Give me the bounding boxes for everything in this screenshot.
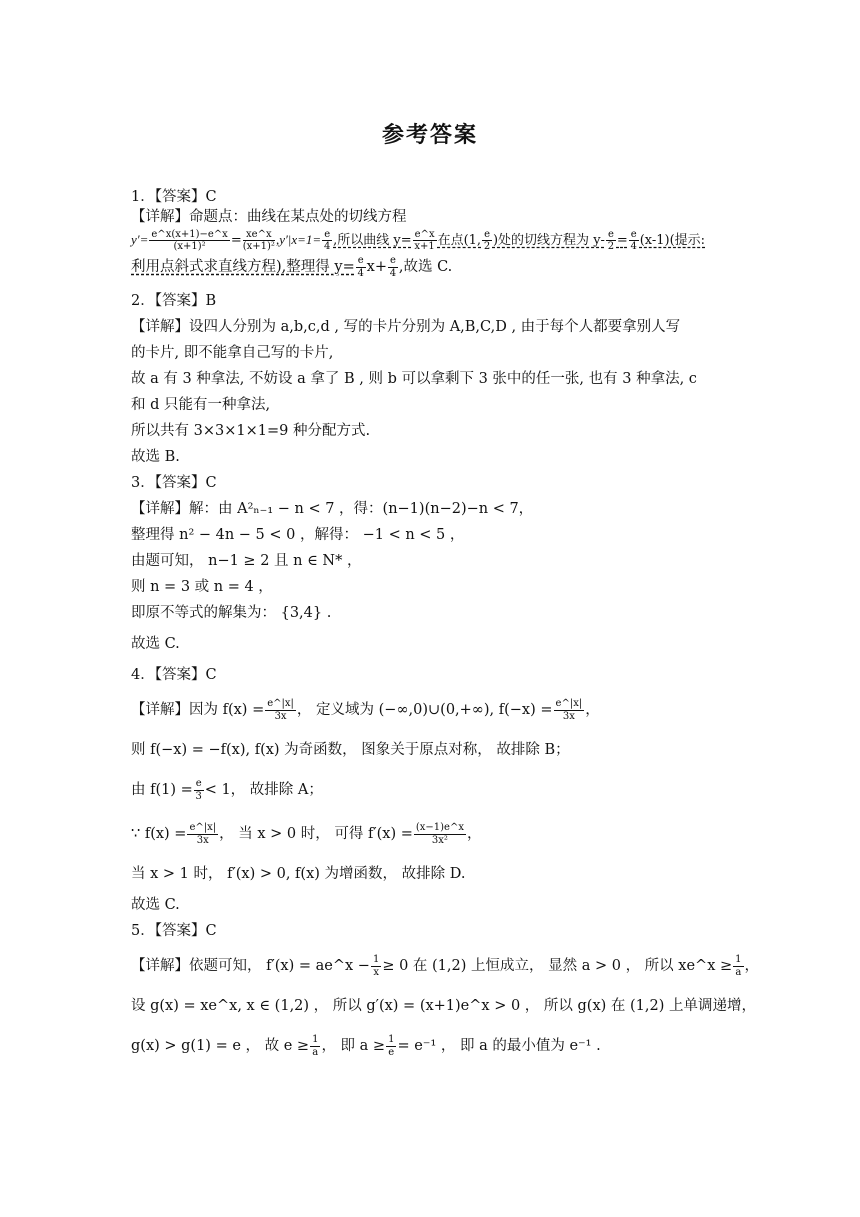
answer-2-line-5: 所以共有 3×3×1×1=9 种分配方式. <box>131 423 371 439</box>
answer-3-line-3: 由题可知， n−1 ≥ 2 且 n ∈ N* ， <box>131 553 362 569</box>
answer-1-line-2: y′= $\frac{e\^{}x(x+1)-e\^{}x}{\text{(x+1)²}}$ = $\frac{xe\^{}x}{\text{(x+1)²}}$ ,y′|x=1= $\frac{e}{4}$ ,所以曲线 y= $\frac{e\^{}x}{x+1}$ 在点(1, $\frac{e}{2}$ )处的切线方程为 y- $\frac{e}{2}$ = $\frac{e}{4}$ (x-1)(提示: <box>131 228 706 252</box>
answer-2-line-3: 故 a 有 3 种拿法, 不妨设 a 拿了 B , 则 b 可以拿剩下 3 张中的任一张, 也有 3 种拿法, c <box>131 371 697 387</box>
answers-body <box>131 187 760 1068</box>
answer-4-line-3: 由 f(1) = $\frac{e}{3}$ < 1， 故排除 A； <box>131 778 323 802</box>
answer-4 <box>131 662 731 918</box>
answer-5-header: 5．【答案】C <box>131 923 217 939</box>
answer-5-line-3: g(x) > g(1) = e ， 故 e ≥ $\frac{1}{a}$ ， 即 a ≥ $\frac{1}{e}$ = e⁻¹ ， 即 a 的最小值为 e⁻¹ . <box>131 1034 601 1058</box>
answer-1 <box>131 187 731 280</box>
answer-4-line-6: 故选 C. <box>131 897 180 913</box>
answer-2-line-6: 故选 B. <box>131 449 180 465</box>
answer-2-header: 2．【答案】B <box>131 293 217 309</box>
answer-5-line-1: 【详解】依题可知， f′(x) = ae^x − $\frac{1}{x}$ ≥ 0 在 (1,2) 上恒成立， 显然 a > 0 ， 所以 xe^x ≥ $\frac{1}{a}$ ， <box>131 954 760 978</box>
page-title: 参考答案 <box>381 123 478 148</box>
answer-1-header: 1．【答案】C <box>131 189 217 205</box>
answer-4-header: 4．【答案】C <box>131 667 217 683</box>
answer-3-line-1: 【详解】解：由 A²ₙ₋₁ − n < 7 ，得：(n−1)(n−2)−n < 7， <box>131 501 534 517</box>
answer-2-line-4: 和 d 只能有一种拿法, <box>131 397 271 413</box>
answer-1-line-3: 利用点斜式求直线方程),整理得 y= $\frac{e}{4}$ x+ $\frac{e}{4}$ ,故选 C. <box>131 255 453 279</box>
answer-3-line-6: 故选 C. <box>131 636 180 652</box>
answer-2 <box>131 288 731 470</box>
answer-1-line-1: 【详解】命题点：曲线在某点处的切线方程 <box>131 209 407 225</box>
answer-4-line-5: 当 x > 1 时， f′(x) > 0, f(x) 为增函数， 故排除 D. <box>131 866 466 882</box>
answer-4-line-4: ∵ f(x) = $\frac{e\^{}|x|}{3x}$ ， 当 x > 0 时， 可得 f′(x) = $\frac{(x-1)e\^{}x}{\text{3x²}}$ ， <box>131 822 482 846</box>
answer-2-line-2: 的卡片, 即不能拿自己写的卡片, <box>131 345 334 361</box>
answer-4-line-2: 则 f(−x) = −f(x), f(x) 为奇函数， 图象关于原点对称， 故排除 B； <box>131 742 570 758</box>
answer-4-line-1: 【详解】因为 f(x) = $\frac{e\^{}|x|}{3x}$ ， 定义域为 (−∞,0)∪(0,+∞), f(−x) = $\frac{e\^{}|x|}{3x}$ ， <box>131 698 600 722</box>
answer-3-line-4: 则 n = 3 或 n = 4 ， <box>131 579 273 595</box>
answer-3 <box>131 470 731 662</box>
answer-2-line-1: 【详解】设四人分别为 a,b,c,d , 写的卡片分别为 A,B,C,D , 由于每个人都要拿别人写 <box>131 319 681 335</box>
answer-3-line-2: 整理得 n² − 4n − 5 < 0 ，解得： −1 < n < 5 ， <box>131 527 465 543</box>
answer-3-header: 3．【答案】C <box>131 475 217 491</box>
answer-5 <box>131 918 760 1068</box>
answer-3-line-5: 即原不等式的解集为： {3,4} . <box>131 605 332 621</box>
answer-5-line-2: 设 g(x) = xe^x, x ∈ (1,2) ， 所以 g′(x) = (x+1)e^x > 0 ， 所以 g(x) 在 (1,2) 上单调递增， <box>131 998 756 1014</box>
